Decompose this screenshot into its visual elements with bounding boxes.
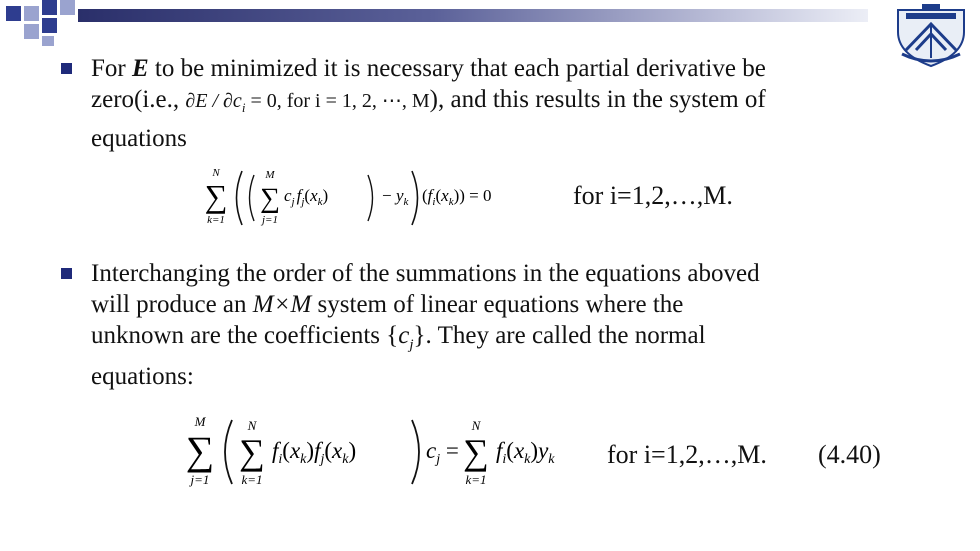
eq2-inner-sum-bottom: k=1 [241, 472, 263, 487]
eq2-rhs-sum-top: N [471, 418, 481, 433]
eq2-outer-sum-top: M [194, 414, 206, 429]
bullet-marker [61, 268, 72, 279]
bullet-2-line-1: Interchanging the order of the summations in the equations aboved [91, 260, 760, 287]
svg-text:(fi(xk)) = 0: $(f_i(x_k)) = 0$ [422, 186, 492, 208]
eq2-outer-sum-bottom: j=1 [190, 472, 210, 487]
decor-square [24, 6, 39, 21]
decor-square [6, 6, 21, 21]
bullet-1-line-1: For E to be minimized it is necessary that each partial derivative be [91, 55, 766, 82]
svg-text:fi(xk)yk: $f_i(x_k)y_k$ [496, 438, 555, 467]
sum-symbol: ∑ [185, 428, 215, 473]
decor-gradient-bar [78, 9, 868, 22]
equation-number: (4.40) [818, 440, 881, 469]
decor-square [24, 24, 39, 39]
decor-square [60, 0, 75, 15]
title-bar-decoration [0, 0, 980, 60]
university-logo [888, 2, 974, 70]
equation-1 [200, 163, 530, 238]
equation-4-40 [180, 412, 600, 497]
decor-square [42, 0, 57, 15]
decor-square [42, 36, 54, 46]
svg-text:yk: $y_k$ [396, 186, 409, 208]
eq1-outer-sum-top: N [212, 167, 220, 179]
partial-derivative-condition: $\partial E / \partial c_i = 0$, for i = 1, 2, ⋯, M [185, 90, 430, 115]
equation-2-label: for i=1,2,…,M. [607, 440, 767, 469]
sum-symbol: ∑ [204, 178, 228, 214]
eq1-inner-sum-bottom: j=1 [262, 214, 278, 226]
decor-square [42, 18, 57, 33]
equation-1-label: for i=1,2,…,M. [573, 181, 733, 210]
bullet-1-line-3: equations [91, 125, 187, 152]
matrix-size: M×M [252, 291, 312, 318]
eq2-inner-sum-top: N [247, 418, 257, 433]
bullet-2-line-4: equations: [91, 363, 194, 390]
svg-text:cjfj(xk): $c_j$ $f_j(x_k)$ [284, 186, 329, 208]
bullet-2-line-2: will produce an M×M system of linear equations where the [91, 291, 684, 318]
bullet-2-text [91, 258, 881, 392]
coefficients-set: $\{c_j\}$ [386, 322, 426, 353]
bullet-1-text [91, 53, 881, 154]
sum-symbol: ∑ [239, 432, 265, 472]
svg-text:fi(xk)fj(xk): $f_i(x_k)f_j(x_k)$ [272, 438, 357, 467]
eq1-inner-sum-top: M [265, 169, 275, 181]
svg-text:−: − [382, 186, 392, 205]
bullet-1-line-2: zero(i.e., $\partial E / \partial c_i = 0$, for i = 1, 2, ⋯, M), and this results in the system of [91, 86, 766, 115]
svg-text:cj =: $c_j$ = [426, 438, 459, 467]
bullet-marker [61, 63, 72, 74]
sum-symbol: ∑ [463, 432, 489, 472]
eq1-outer-sum-bottom: k=1 [207, 214, 225, 226]
bullet-2-line-3: unknown are the coefficients $\{c_j\}$. They are called the normal [91, 322, 706, 353]
sum-symbol: ∑ [260, 183, 280, 214]
eq2-rhs-sum-bottom: k=1 [465, 472, 487, 487]
